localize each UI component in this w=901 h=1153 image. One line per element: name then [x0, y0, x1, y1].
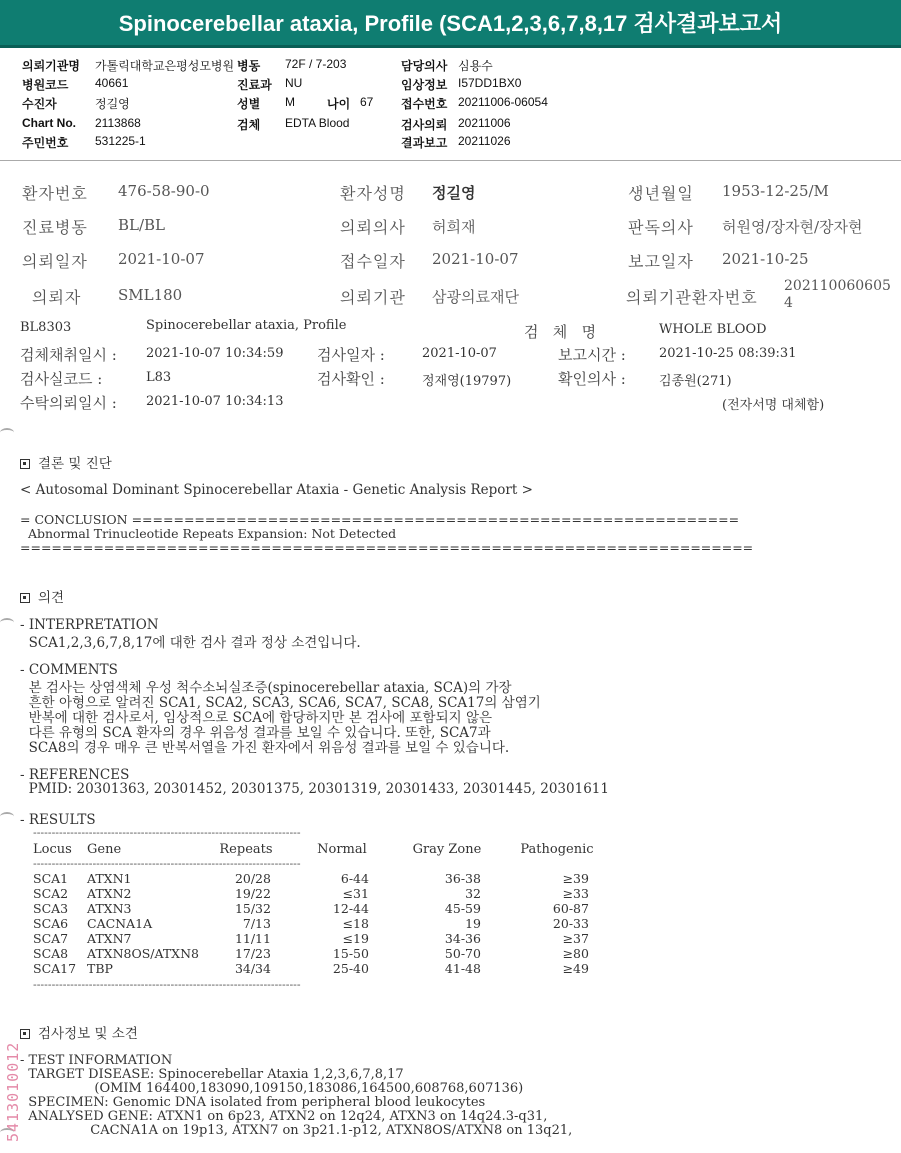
table-row	[33, 916, 611, 931]
table-cell: 32	[465, 886, 481, 901]
results-header-cell: Repeats	[219, 842, 273, 857]
lab-value: L83	[146, 370, 172, 385]
patient-value-0-0: 476-58-90-0	[118, 182, 210, 200]
table-cell: ≥39	[562, 871, 589, 886]
table-cell: 25-40	[332, 961, 369, 976]
table-cell: 20-33	[552, 916, 589, 931]
table-cell: 36-38	[444, 871, 481, 886]
patient-value-2-0: 2021-10-07	[118, 250, 205, 268]
report-title: Spinocerebellar ataxia, Profile (SCA1,2,3,6,7,8,17 검사결과보고서	[0, 0, 901, 48]
reporttime-label: 보고시간 :	[558, 346, 626, 364]
header-c1-label-3: Chart No.	[22, 116, 76, 130]
punch-mark	[0, 812, 14, 821]
comment-line: 흔한 아형으로 알려진 SCA1, SCA2, SCA3, SCA6, SCA7, SCA8, SCA17의 삼염기	[20, 695, 541, 711]
patient-value-3-0: SML180	[118, 286, 183, 304]
table-cell: 60-87	[552, 901, 589, 916]
section-testinfo-heading: 검사정보 및 소견	[20, 1022, 138, 1042]
table-cell: ≤18	[342, 916, 369, 931]
info-line: TARGET DISEASE: Spinocerebellar Ataxia 1,2,3,6,7,8,17	[20, 1067, 404, 1082]
reporttime-value: 2021-10-25 08:39:31	[659, 346, 797, 361]
table-cell: 34-36	[444, 931, 481, 946]
header-c2-value-0: 72F / 7-203	[285, 57, 347, 71]
info-line: CACNA1A on 19p13, ATXN7 on 3p21.1-p12, ATXN8OS/ATXN8 on 13q21,	[20, 1123, 573, 1138]
patient-value-2-2: 2021-10-25	[722, 250, 809, 268]
info-line: SPECIMEN: Genomic DNA isolated from peripheral blood leukocytes	[20, 1095, 486, 1110]
conclusion-line-3: ======================================================================	[20, 540, 754, 555]
header-c3-value-1: I57DD1BX0	[458, 76, 522, 90]
results-header-row	[33, 842, 611, 871]
results-divider-mid: ------------------------------------------------------------------------	[33, 857, 301, 870]
header-c1-label-1: 병원코드	[22, 78, 69, 92]
results-header-cell: Locus	[33, 842, 72, 857]
collect-label: 검체채취일시 :	[20, 346, 117, 364]
age-value: 67	[360, 95, 374, 109]
conclusion-line-2: Abnormal Trinucleotide Repeats Expansion: Not Detected	[20, 526, 397, 541]
header-c3-label-2: 접수번호	[401, 97, 448, 111]
table-cell: 45-59	[444, 901, 481, 916]
table-cell: 11/11	[234, 931, 271, 946]
table-cell: SCA7	[33, 931, 69, 946]
table-cell: CACNA1A	[87, 916, 153, 931]
table-cell: ≥37	[562, 931, 589, 946]
patient-value-2-1: 2021-10-07	[432, 250, 519, 268]
table-cell: ATXN8OS/ATXN8	[87, 946, 199, 961]
age-label: 나이	[327, 97, 351, 111]
specimen-value: WHOLE BLOOD	[659, 322, 767, 337]
patient-label-1-2: 판독의사	[628, 218, 694, 237]
table-cell: 50-70	[444, 946, 481, 961]
table-cell: 19/22	[234, 886, 271, 901]
patient-label-2-2: 보고일자	[628, 252, 694, 271]
table-row	[33, 931, 611, 946]
table-cell: SCA8	[33, 946, 69, 961]
comments-heading: - COMMENTS	[20, 662, 118, 678]
table-row	[33, 946, 611, 961]
patient-label-3-0: 의뢰자	[32, 288, 82, 307]
header-c3-value-2: 20211006-06054	[458, 95, 548, 109]
header-c1-label-4: 주민번호	[22, 136, 69, 150]
patient-label-1-0: 진료병동	[22, 218, 88, 237]
header-c2-label-2: 성별	[237, 97, 261, 111]
table-cell: ≥49	[562, 961, 589, 976]
header-c3-label-0: 담당의사	[401, 59, 448, 73]
testdate-value: 2021-10-07	[422, 346, 497, 361]
header-c1-value-1: 40661	[95, 76, 129, 90]
header-c3-value-3: 20211006	[458, 116, 511, 130]
section-box-icon	[20, 593, 30, 603]
results-divider-top: ------------------------------------------------------------------------	[33, 826, 301, 839]
test-code: BL8303	[20, 320, 72, 335]
table-cell: ATXN1	[87, 871, 132, 886]
results-table	[33, 842, 611, 976]
table-cell: ≤19	[342, 931, 369, 946]
section-opinion-heading: 의견	[20, 586, 64, 606]
table-cell: SCA3	[33, 901, 69, 916]
header-c2-label-1: 진료과	[237, 78, 272, 92]
references-heading: - REFERENCES	[20, 767, 130, 783]
table-cell: 15/32	[234, 901, 271, 916]
results-header-cell: Gray Zone	[412, 842, 482, 857]
patient-value-1-0: BL/BL	[118, 216, 166, 234]
table-cell: 12-44	[332, 901, 369, 916]
table-cell: SCA6	[33, 916, 69, 931]
table-cell: 34/34	[234, 961, 271, 976]
patient-label-3-1: 의뢰기관	[340, 288, 406, 307]
header-c1-label-2: 수진자	[22, 97, 57, 111]
comment-line: 다른 유형의 SCA 환자의 경우 위음성 결과를 보일 수 있습니다. 또한, SCA7과	[20, 725, 491, 741]
header-c2-value-2: M	[285, 95, 295, 109]
section-box-icon	[20, 459, 30, 469]
results-header-cell: Pathogenic	[520, 842, 594, 857]
header-c1-value-2: 정길영	[95, 97, 130, 111]
report-subtitle: < Autosomal Dominant Spinocerebellar Ataxia - Genetic Analysis Report >	[20, 482, 533, 498]
header-c3-label-1: 임상정보	[401, 78, 448, 92]
patient-value-1-1: 허희재	[432, 218, 476, 236]
patient-label-0-1: 환자성명	[340, 184, 406, 203]
header-c2-value-3: EDTA Blood	[285, 116, 350, 130]
header-c1-value-4: 531225-1	[95, 134, 146, 148]
outsource-value: 2021-10-07 10:34:13	[146, 394, 284, 409]
confirm-value: 정재영(19797)	[422, 374, 512, 389]
header-c1-value-0: 가톨릭대학교은평성모병원	[95, 59, 235, 73]
interpretation-text: SCA1,2,3,6,7,8,17에 대한 검사 결과 정상 소견입니다.	[20, 635, 361, 651]
page-stamp-number: 5413010012	[4, 1041, 22, 1142]
info-line: (OMIM 164400,183090,109150,183086,164500,608768,607136)	[20, 1081, 524, 1096]
table-cell: 19	[465, 916, 481, 931]
patient-label-0-0: 환자번호	[22, 184, 88, 203]
header-c2-value-1: NU	[285, 76, 303, 90]
table-cell: TBP	[87, 961, 113, 976]
comment-line: 반복에 대한 검사로서, 임상적으로 SCA에 합당하지만 본 검사에 포함되지 않은	[20, 710, 493, 726]
doctor-value: 김종원(271)	[659, 374, 732, 389]
results-heading: - RESULTS	[20, 812, 96, 828]
table-cell: 7/13	[242, 916, 271, 931]
results-header-cell: Normal	[317, 842, 367, 857]
specimen-label: 검 체 명	[524, 323, 597, 341]
table-cell: 6-44	[340, 871, 369, 886]
esign-note: (전자서명 대체함)	[722, 398, 825, 413]
table-cell: SCA1	[33, 871, 69, 886]
punch-mark	[0, 618, 14, 627]
results-header-cell: Gene	[87, 842, 122, 857]
header-c3-value-4: 20211026	[458, 134, 511, 148]
results-divider-bottom: ------------------------------------------------------------------------	[33, 978, 301, 991]
table-cell: SCA2	[33, 886, 69, 901]
table-row	[33, 961, 611, 976]
header-c3-label-4: 결과보고	[401, 136, 448, 150]
test-name: Spinocerebellar ataxia, Profile	[146, 318, 347, 333]
conclusion-line-1: = CONCLUSION ==========================================================	[20, 512, 740, 527]
header-c1-value-3: 2113868	[95, 116, 141, 130]
table-cell: ATXN3	[87, 901, 132, 916]
info-line: ANALYSED GENE: ATXN1 on 6p23, ATXN2 on 12q24, ATXN3 on 14q24.3-q31,	[20, 1109, 548, 1124]
header-c1-label-0: 의뢰기관명	[22, 59, 80, 73]
patient-label-2-0: 의뢰일자	[22, 252, 88, 271]
outsource-label: 수탁의뢰일시 :	[20, 394, 117, 412]
patient-value-3-1: 삼광의료재단	[432, 288, 519, 306]
header-c3-label-3: 검사의뢰	[401, 118, 448, 132]
table-cell: ≥33	[562, 886, 589, 901]
doctor-label: 확인의사 :	[558, 370, 626, 388]
references-text: PMID: 20301363, 20301452, 20301375, 20301319, 20301433, 20301445, 20301611	[20, 781, 609, 797]
table-row	[33, 871, 611, 886]
table-row	[33, 901, 611, 916]
table-cell: ≥80	[562, 946, 589, 961]
patient-value-1-2: 허원영/장자현/장자현	[722, 218, 863, 236]
table-cell: ≤31	[342, 886, 369, 901]
patient-value-3-2-cont: 4	[784, 295, 793, 311]
info-line: - TEST INFORMATION	[20, 1053, 173, 1068]
lab-label: 검사실코드 :	[20, 370, 103, 388]
patient-label-2-1: 접수일자	[340, 252, 406, 271]
confirm-label: 검사확인 :	[317, 370, 385, 388]
table-cell: 17/23	[234, 946, 271, 961]
table-cell: SCA17	[33, 961, 77, 976]
patient-value-0-2: 1953-12-25/M	[722, 182, 829, 200]
testdate-label: 검사일자 :	[317, 346, 385, 364]
table-cell: ATXN7	[87, 931, 132, 946]
table-cell: 41-48	[444, 961, 481, 976]
table-cell: 20/28	[234, 871, 271, 886]
patient-label-1-1: 의뢰의사	[340, 218, 406, 237]
patient-value-3-2: 202110060605	[784, 278, 891, 294]
header-c3-value-0: 심용수	[458, 59, 493, 73]
table-cell: 15-50	[332, 946, 369, 961]
header-c2-label-0: 병동	[237, 59, 261, 73]
patient-value-0-1: 정길영	[432, 184, 476, 202]
punch-mark	[0, 428, 14, 437]
section-conclusion-heading: 결론 및 진단	[20, 452, 112, 472]
collect-value: 2021-10-07 10:34:59	[146, 346, 284, 361]
table-row	[33, 886, 611, 901]
comment-line: SCA8의 경우 매우 큰 반복서열을 가진 환자에서 위음성 결과를 보일 수 있습니다.	[20, 740, 510, 756]
header-c2-label-3: 검체	[237, 118, 261, 132]
comment-line: 본 검사는 상염색체 우성 척수소뇌실조증(spinocerebellar ataxia, SCA)의 가장	[20, 680, 512, 696]
table-cell: ATXN2	[87, 886, 132, 901]
header-divider	[0, 160, 901, 161]
interpretation-heading: - INTERPRETATION	[20, 617, 159, 633]
patient-label-0-2: 생년월일	[628, 184, 694, 203]
patient-label-3-2: 의뢰기관환자번호	[626, 288, 758, 307]
